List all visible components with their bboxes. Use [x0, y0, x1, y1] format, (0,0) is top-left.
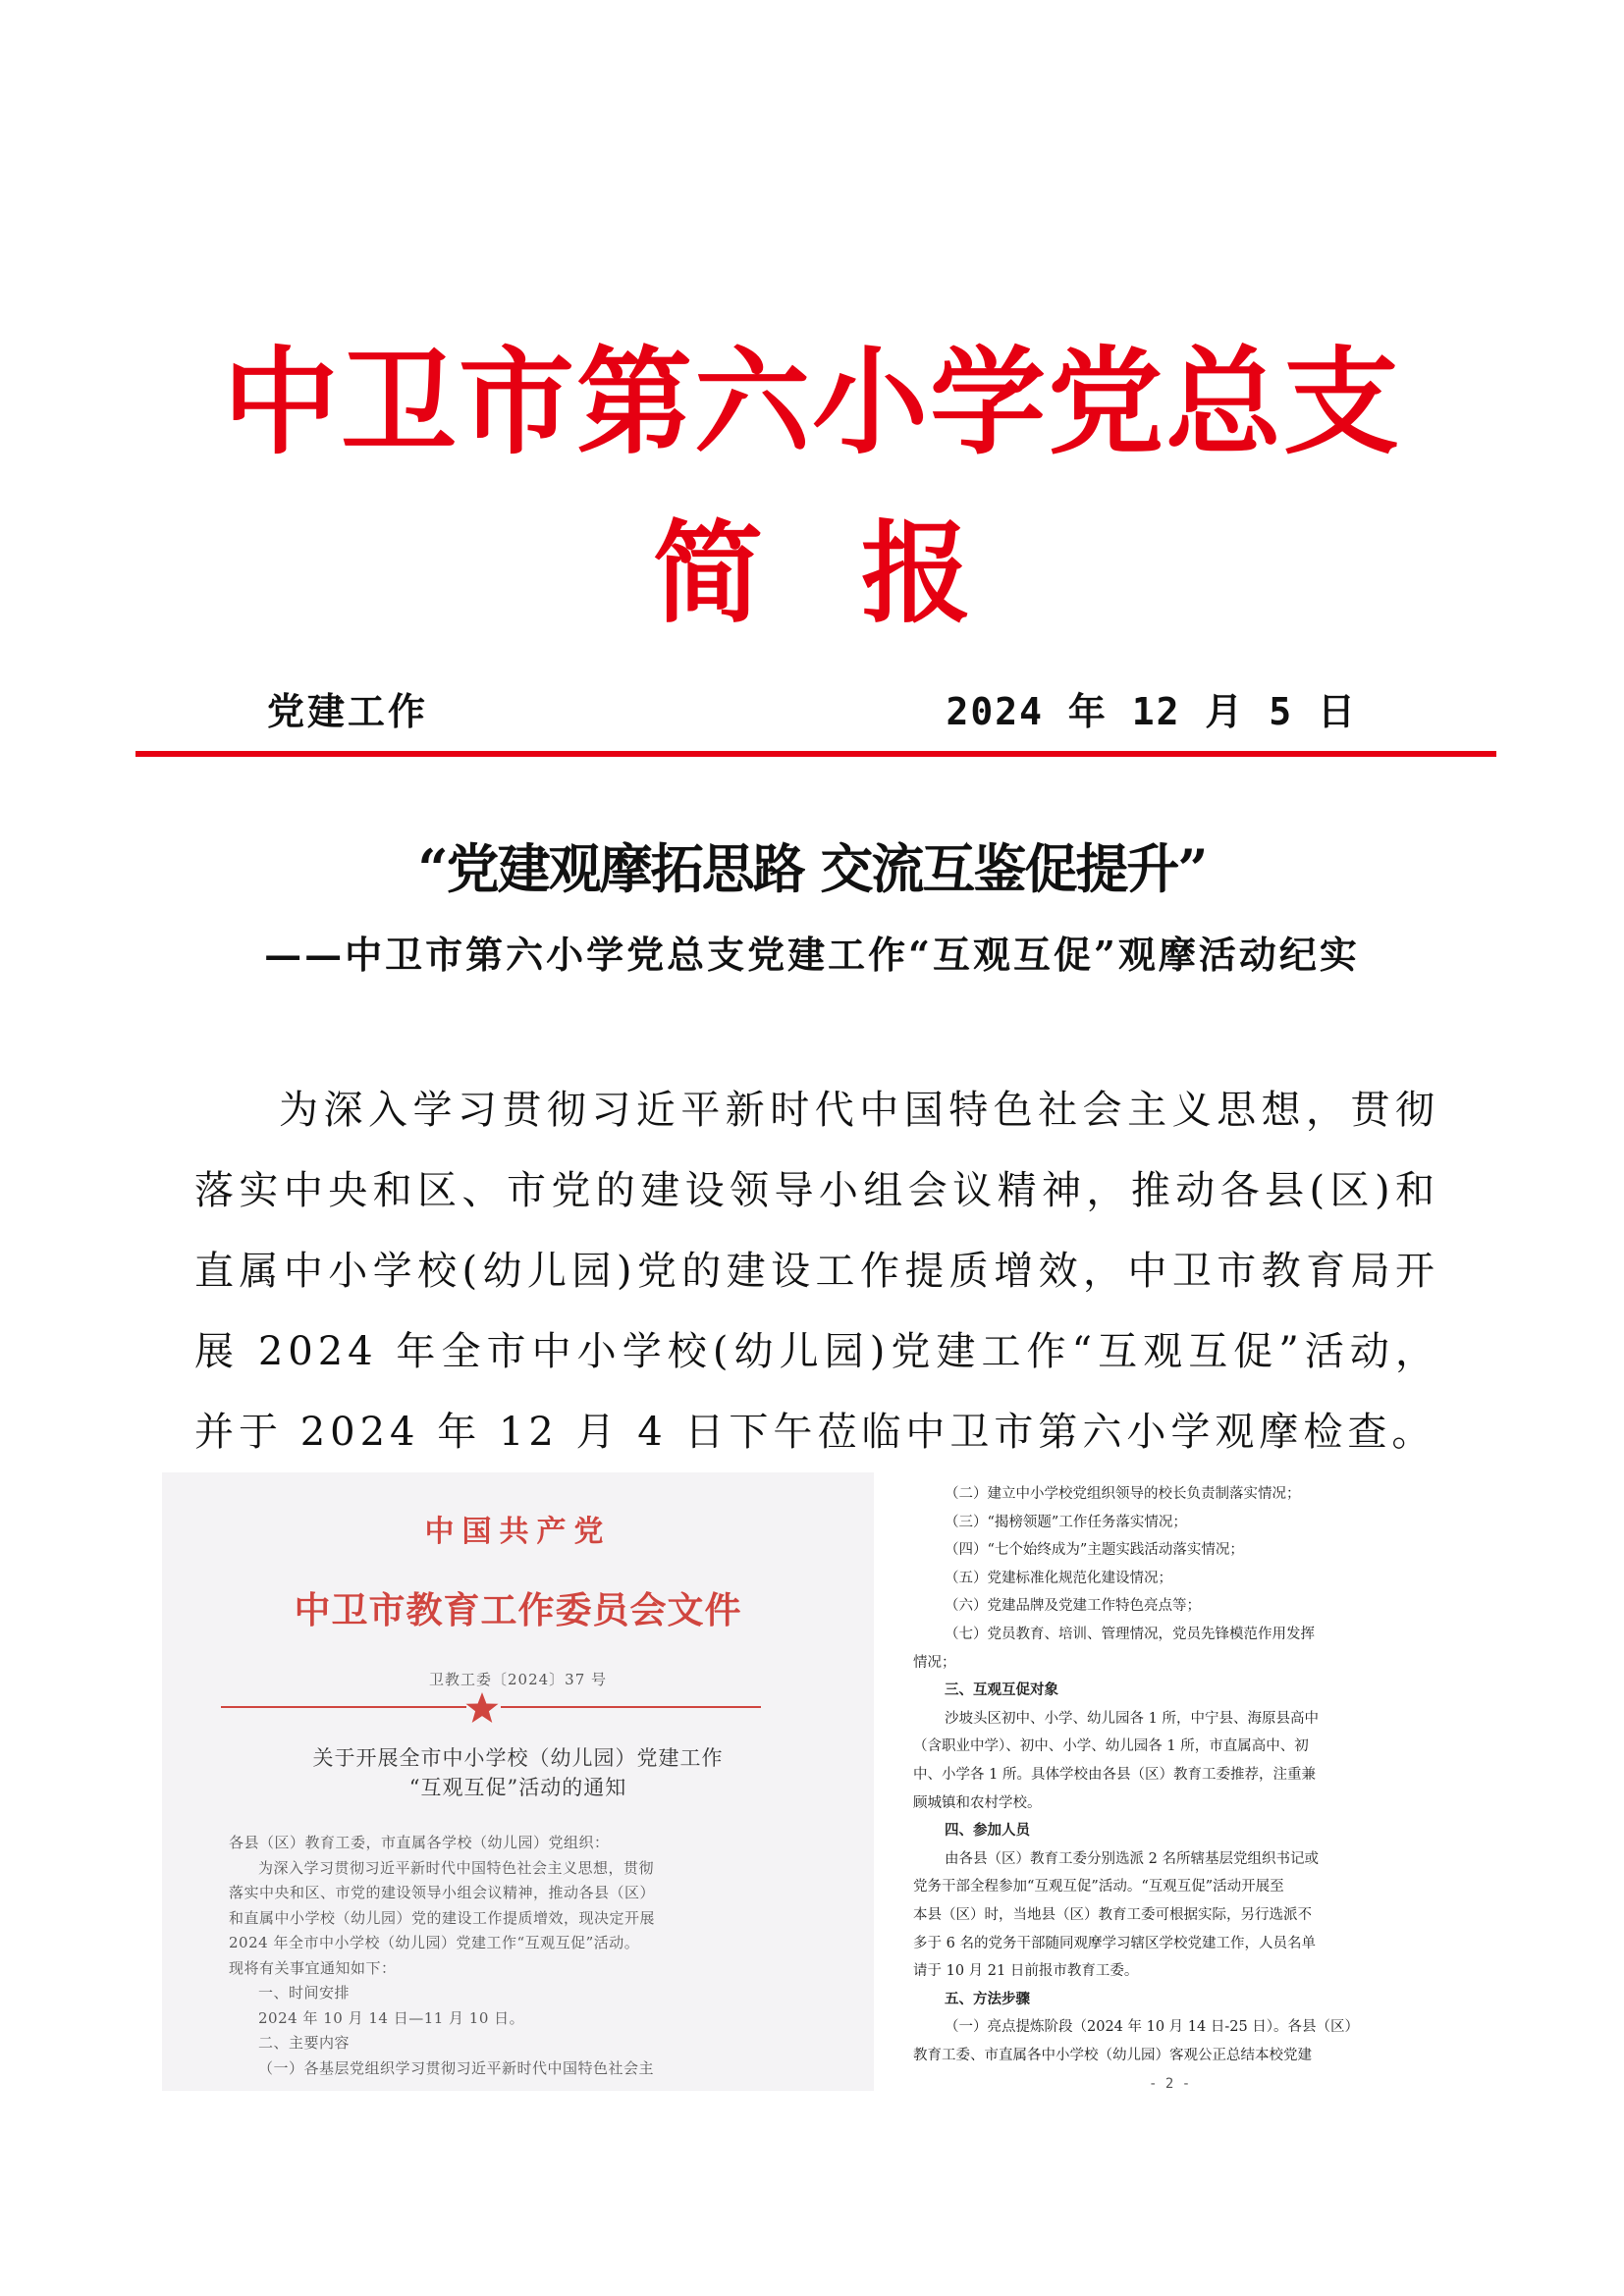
scanned-notice-page-1	[162, 1472, 874, 2091]
scan-notice-title-line-1: 关于开展全市中小学校（幼儿园）党建工作	[312, 1746, 724, 1770]
article-body	[194, 1070, 1439, 1472]
scan-line: 2024 年全市中小学校（幼儿园）党建工作“互观互促”活动。	[229, 1934, 640, 1951]
scan-notice-body	[229, 1831, 818, 2081]
meta-row	[267, 682, 1357, 741]
scan-line: 情况；	[913, 1654, 956, 1671]
scan-line: 为深入学习贯彻习近平新时代中国特色社会主义思想，贯彻	[258, 1858, 655, 1877]
issue-date: 2024 年 12 月 5 日	[946, 690, 1357, 733]
scan-line: 各县（区）教育工委，市直属各学校（幼儿园）党组织：	[229, 1834, 610, 1851]
scan-line: 2024 年 10 月 14 日—11 月 10 日。	[258, 2008, 525, 2027]
body-paragraph: 为深入学习贯彻习近平新时代中国特色社会主义思想，贯彻落实中央和区、市党的建设领导小组会议精神，推动各县(区)和直属中小学校(幼儿园)党的建设工作提质增效，中卫市教育局开展 2024 年全市中小学校(幼儿园)党建工作“互观互促”活动，并于 2024 年 12 月 4 日下午莅临中卫市第六小学观摩检查。	[194, 1088, 1439, 1455]
scan-document-title: 中卫市教育工作委员会文件	[294, 1588, 742, 1631]
scan-line: 教育工委、市直属各中小学校（幼儿园）客观公正总结本校党建	[913, 2047, 1312, 2063]
column-label: 党建工作	[267, 689, 429, 733]
scan-line: （五）党建标准化规范化建设情况；	[945, 1570, 1172, 1586]
scan-section-heading: 三、互观互促对象	[945, 1682, 1058, 1699]
scan-page-2-body	[913, 1480, 1384, 2069]
scan-line: 和直属中小学校（幼儿园）党的建设工作提质增效，现决定开展	[229, 1908, 656, 1927]
scan-line: 沙坡头区初中、小学、幼儿园各 1 所，中宁县、海原县高中	[945, 1710, 1319, 1727]
scan-line: （二）建立中小学校党组织领导的校长负责制落实情况；	[945, 1486, 1301, 1502]
scan-line: （含职业中学）、初中、小学、幼儿园各 1 所，市直属高中、初	[913, 1738, 1309, 1755]
scan-page-number: - 2 -	[1149, 2076, 1191, 2091]
article-headline: “党建观摩拓思路 交流互鉴促提升”	[417, 837, 1207, 900]
scan-section-heading: 四、参加人员	[945, 1822, 1030, 1840]
scan-line: 顾城镇和农村学校。	[913, 1794, 1042, 1811]
scan-line: 党务干部全程参加“互观互促”活动。“互观互促”活动开展至	[913, 1879, 1284, 1896]
scan-line: 本县（区）时，当地县（区）教育工委可根据实际，另行选派不	[913, 1906, 1312, 1923]
scan-line: 一、时间安排	[258, 1984, 351, 2002]
scan-line: 落实中央和区、市党的建设领导小组会议精神，推动各县（区）	[229, 1884, 656, 1901]
scanned-notice-page-2	[884, 1472, 1394, 2091]
scan-document-number: 卫教工委〔2024〕37 号	[428, 1671, 608, 1688]
scan-line: 中、小学各 1 所。具体学校由各县（区）教育工委推荐，注重兼	[913, 1766, 1316, 1783]
red-star-icon	[464, 1690, 500, 1726]
scan-line: 二、主要内容	[258, 2034, 351, 2052]
scan-line: （四）“七个始终成为”主题实践活动落实情况；	[945, 1542, 1244, 1559]
masthead-organization: 中卫市第六小学党总支	[222, 334, 1401, 470]
scan-line: （一）亮点提炼阶段（2024 年 10 月 14 日-25 日）。各县（区）	[945, 2019, 1360, 2036]
scan-line: 现将有关事宜通知如下：	[229, 1958, 397, 1977]
scan-line: 由各县（区）教育工委分别选派 2 名所辖基层党组织书记或	[945, 1850, 1319, 1867]
masthead-brief-title: 简报	[653, 509, 1069, 638]
scan-red-line-right	[501, 1706, 761, 1708]
scan-line: 多于 6 名的党务干部随同观摩学习辖区学校党建工作，人员名单	[913, 1935, 1316, 1951]
scan-red-line-left	[221, 1706, 466, 1708]
scan-line: 请于 10 月 21 日前报市教育工委。	[913, 1963, 1139, 1980]
scan-section-heading: 五、方法步骤	[945, 1990, 1030, 2007]
scan-line: （六）党建品牌及党建工作特色亮点等；	[945, 1598, 1201, 1615]
scan-notice-title-line-2: “互观互促”活动的通知	[408, 1776, 627, 1799]
article-subtitle: ——中卫市第六小学党总支党建工作“互观互促”观摩活动纪实	[264, 933, 1360, 977]
scan-line: （一）各基层党组织学习贯彻习近平新时代中国特色社会主	[258, 2058, 655, 2077]
red-divider	[135, 751, 1496, 757]
scan-line: （七）党员教育、培训、管理情况，党员先锋模范作用发挥	[945, 1626, 1315, 1642]
scan-org-name: 中国共产党	[424, 1515, 612, 1549]
scan-line: （三）“揭榜领题”工作任务落实情况；	[945, 1514, 1187, 1530]
